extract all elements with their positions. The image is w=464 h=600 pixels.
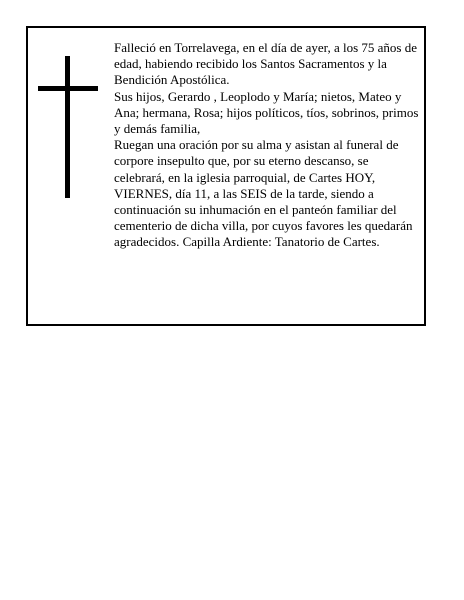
obituary-notice: [26, 26, 426, 326]
death-announcement-paragraph: Falleció en Torrelavega, en el día de ayer, a los 75 años de edad, habiendo recibido los Santos Sacramentos y la Bendición Apostólica.: [114, 40, 417, 88]
family-paragraph: Sus hijos, Gerardo , Leoplodo y María; nietos, Mateo y Ana; hermana, Rosa; hijos políticos, tíos, sobrinos, primos y demás familia,: [114, 88, 419, 137]
cross-icon: [38, 56, 98, 198]
obituary-text: [114, 40, 420, 251]
cross-vertical-bar: [65, 56, 70, 198]
funeral-details-paragraph: Ruegan una oración por su alma y asistan al funeral de corpore insepulto que, por su eterno descanso, se celebrará, en la iglesia parroquial, de Cartes HOY, VIERNES, día 11, a las SEIS de la tarde, siendo a continuación su inhumación en el panteón familiar del cementerio de dicha villa, por cuyos favores les quedarán agradecidos. Capilla Ardiente: Tanatorio de Cartes.: [114, 137, 413, 250]
cross-horizontal-bar: [38, 86, 98, 91]
